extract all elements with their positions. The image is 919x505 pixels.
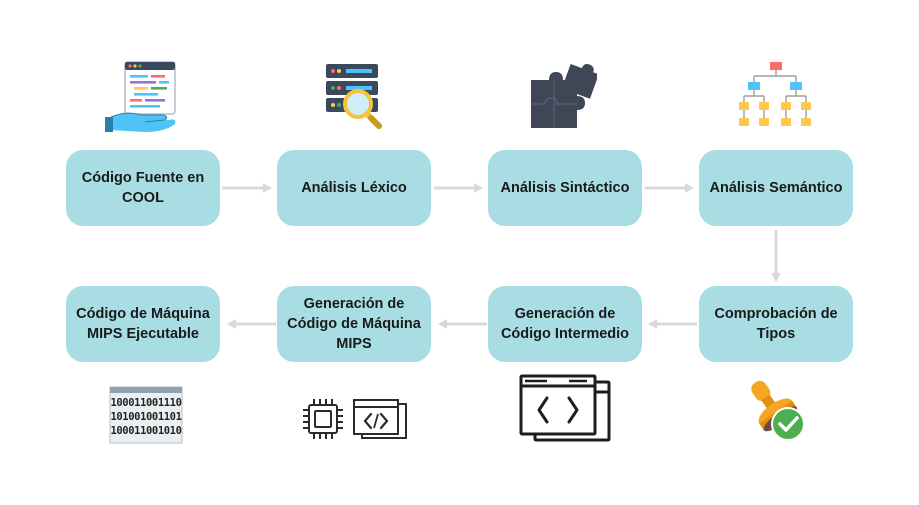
- node-label: Comprobación de Tipos: [714, 305, 838, 342]
- chip-code-icon: [300, 396, 410, 444]
- binary-line: 101001001101: [110, 411, 182, 423]
- node-analisis-sintactico[interactable]: [488, 150, 642, 226]
- node-mips-ejecutable[interactable]: [66, 286, 220, 362]
- node-codigo-fuente[interactable]: [66, 150, 220, 226]
- node-label: Código Fuente en COOL: [81, 169, 205, 206]
- node-comprobacion-tipos[interactable]: [699, 286, 853, 362]
- binary-line: 100011001110: [110, 397, 182, 409]
- tree-hierarchy-icon: [738, 60, 814, 130]
- puzzle-icon: [527, 62, 597, 132]
- node-codigo-intermedio[interactable]: [488, 286, 642, 362]
- node-label: Código de Máquina MIPS Ejecutable: [76, 305, 210, 342]
- node-codigo-mips[interactable]: [277, 286, 431, 362]
- binary-document-icon: [109, 386, 183, 444]
- node-label: Generación de Código de Máquina MIPS: [287, 295, 421, 353]
- node-label: Análisis Semántico: [709, 179, 843, 196]
- node-analisis-semantico[interactable]: [699, 150, 853, 226]
- server-magnifier-icon: [324, 62, 384, 130]
- node-label: Análisis Léxico: [301, 179, 407, 196]
- node-label: Análisis Sintáctico: [500, 179, 630, 196]
- binary-line: 100011001010: [110, 425, 182, 437]
- node-analisis-lexico[interactable]: [277, 150, 431, 226]
- node-label: Generación de Código Intermedio: [500, 305, 630, 342]
- source-code-hand-icon: [105, 60, 181, 134]
- code-window-icon: [517, 374, 613, 444]
- stamp-check-icon: [742, 374, 810, 444]
